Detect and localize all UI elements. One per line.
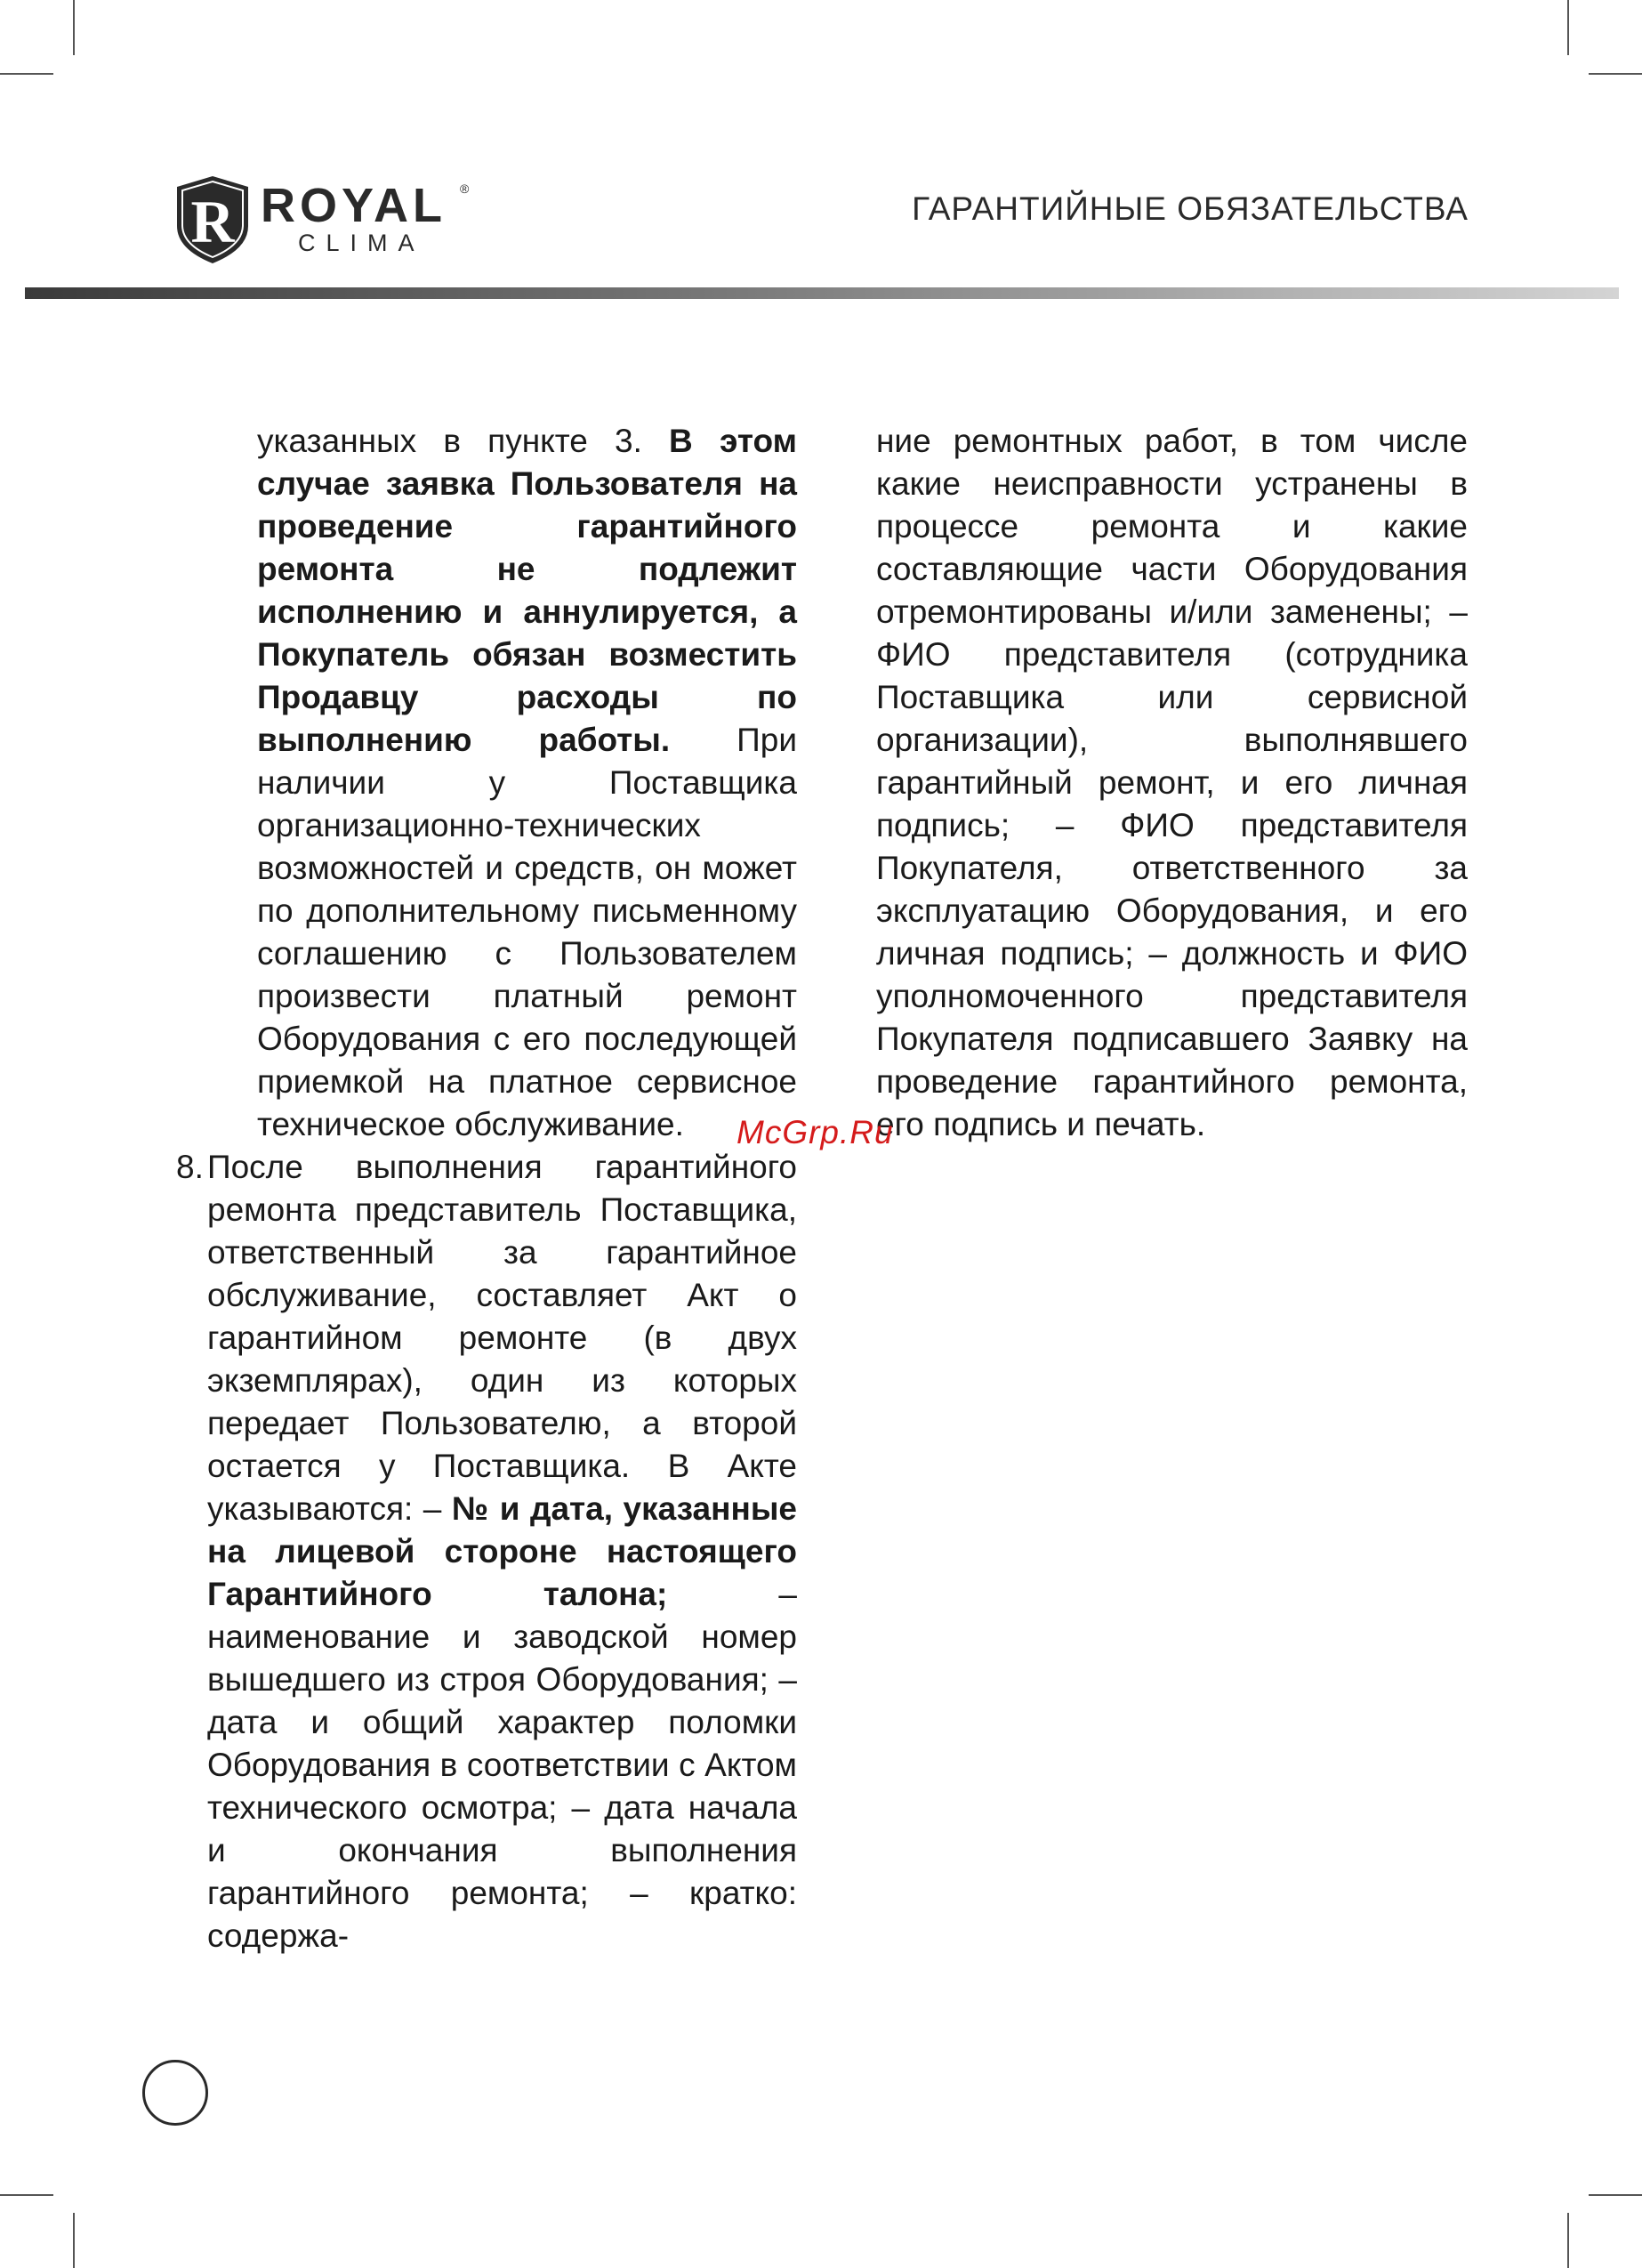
crop-mark [73,0,75,55]
brand-name: ROYAL [261,179,447,232]
crop-mark [0,2194,53,2196]
text-bold: № и дата, указанные на лицевой стороне настоящего Гарантийного талона; [207,1490,797,1612]
brand-logo [173,174,480,265]
text-normal: После выполнения гарантийного ремонта представитель Поставщика, ответственный за гарантийное обслуживание, составляет Акт о гарантийном ремонте (в двух экземплярах), один из которых передает Пользователю, а второй остается у Поставщика. В Акте указываются: – [207,1149,797,1527]
header-divider [25,287,1619,299]
section-title: ГАРАНТИЙНЫЕ ОБЯЗАТЕЛЬСТВА [912,190,1469,227]
text-normal: При наличии у Поставщика организационно-технических возможностей и средств, он может по дополнительному письменному соглашению с Пользователем произвести платный ремонт Оборудования с его последующей приемкой на платное сервисное техническое обслуживание. [257,722,798,1142]
logo-letter: R [190,188,235,255]
text-normal: – наименование и заводской номер вышедшего из строя Оборудования; – дата и общий характер поломки Оборудования в соответствии с Актом технического осмотра; – дата начала и окончания выполнения гарантийного ремонта; – кратко: содержа- [207,1576,797,1954]
text-normal: указанных в пункте 3. [257,423,670,459]
left-column [176,420,797,1957]
crop-mark [73,2213,75,2268]
shield-icon [173,174,252,265]
list-item-number: 8. [176,1149,204,1185]
brand-sub: CLIMA [298,230,425,256]
page-number-circle [142,2060,208,2126]
text-bold: В этом случае заявка Пользователя на проведение гарантийного ремонта не подлежит исполнению и аннулируется, а Покупатель обязан возместить Продавцу расходы по выполнению работы. [257,423,797,758]
crop-mark [1589,2194,1642,2196]
paragraph-continuation [176,420,797,1146]
watermark: McGrp.Ru [736,1114,894,1150]
crop-mark [0,73,53,75]
crop-mark [1567,0,1569,55]
right-column [876,420,1468,1146]
paragraph-continuation: ние ремонтных работ, в том числе какие неисправности устранены в процессе ремонта и какие составляющие части Оборудования отремонтированы и/или заменены; – ФИО представителя (сотрудника Поставщика или сервисной организации), выполнявшего гарантийный ремонт, и его личная подпись; – ФИО представителя Покупателя, ответственного за эксплуатацию Оборудования, и его личная подпись; – должность и ФИО уполномоченного представителя Покупателя подписавшего Заявку на проведение гарантийного ремонта, его подпись и печать. [876,423,1468,1142]
crop-mark [1567,2213,1569,2268]
crop-mark [1589,73,1642,75]
list-item-8 [176,1146,797,1957]
registered-mark: ® [460,182,470,196]
